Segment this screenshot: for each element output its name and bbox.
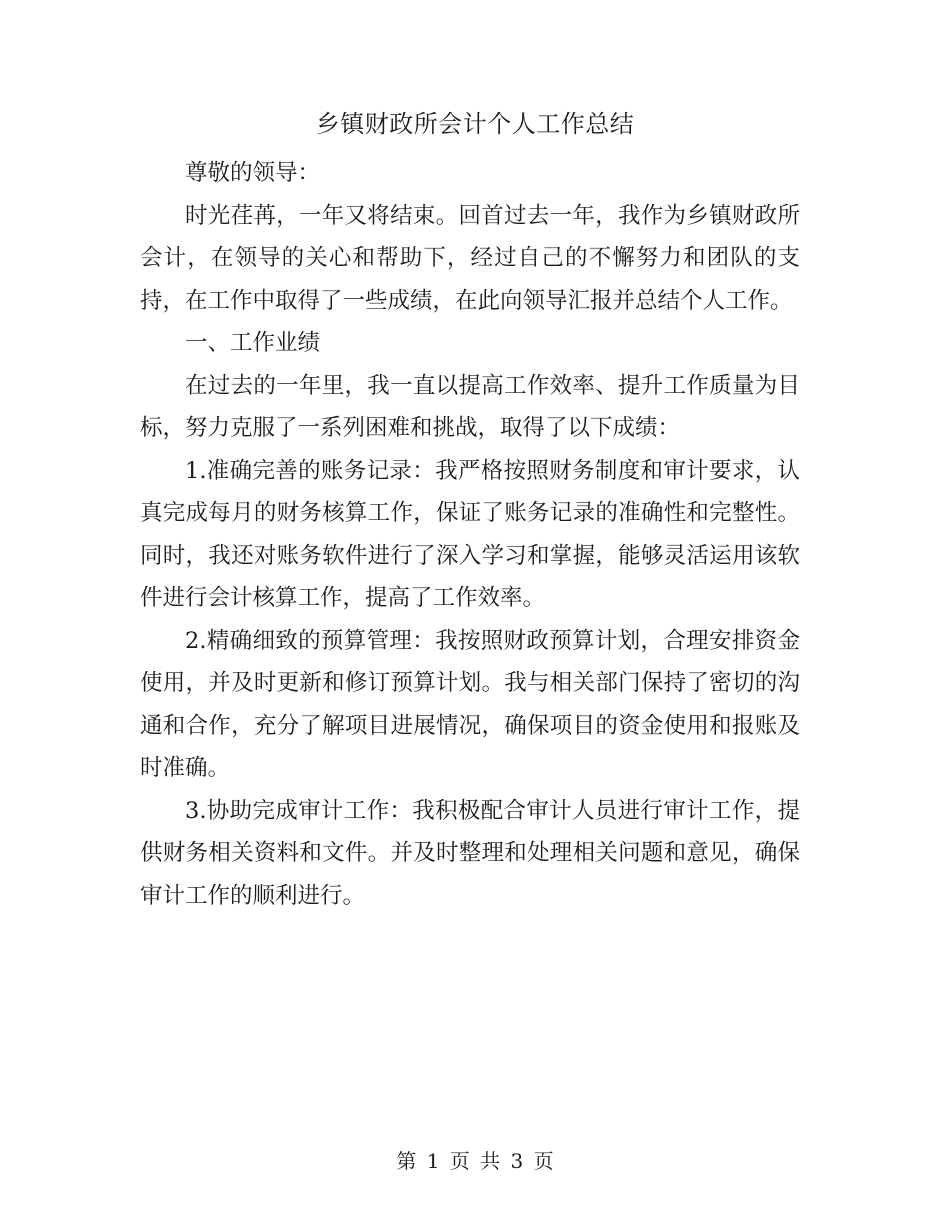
achievement-item-audit-assistance: 3.协助完成审计工作：我积极配合审计人员进行审计工作，提供财务相关资料和文件。并及时整理和处理相关问题和意见，确保审计工作的顺利进行。: [140, 797, 800, 909]
salutation-paragraph: 尊敬的领导：: [185, 160, 321, 186]
intro-paragraph: 时光荏苒，一年又将结束。回首过去一年，我作为乡镇财政所会计，在领导的关心和帮助下，经过自己的不懈努力和团队的支持，在工作中取得了一些成绩，在此向领导汇报并总结个人工作。: [140, 202, 800, 314]
document-title: 乡镇财政所会计个人工作总结: [315, 110, 635, 138]
achievements-intro-paragraph: 在过去的一年里，我一直以提高工作效率、提升工作质量为目标，努力克服了一系列困难和挑战，取得了以下成绩：: [140, 372, 800, 441]
document-body: [140, 152, 800, 917]
section-heading-work-achievements: 一、工作业绩: [185, 330, 321, 356]
page-number-footer: 第 1 页 共 3 页: [396, 1149, 554, 1173]
achievement-item-accounting-records: 1.准确完善的账务记录：我严格按照财务制度和审计要求，认真完成每月的财务核算工作，保证了账务记录的准确性和完整性。同时，我还对账务软件进行了深入学习和掌握，能够灵活运用该软件进行会计核算工作，提高了工作效率。: [140, 457, 800, 611]
achievement-item-budget-management: 2.精确细致的预算管理：我按照财政预算计划，合理安排资金使用，并及时更新和修订预算计划。我与相关部门保持了密切的沟通和合作，充分了解项目进展情况，确保项目的资金使用和报账及时准确。: [140, 627, 800, 781]
